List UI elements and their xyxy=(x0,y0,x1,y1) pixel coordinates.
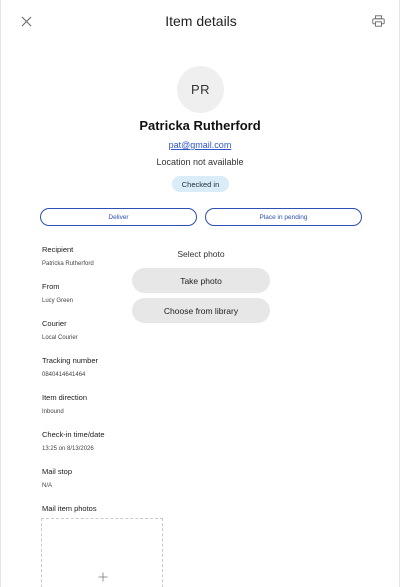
courier-label: Courier xyxy=(42,319,67,328)
select-photo-sheet xyxy=(127,236,275,328)
from-label: From xyxy=(42,282,60,291)
print-button[interactable] xyxy=(369,12,387,30)
select-photo-title: Select photo xyxy=(177,249,225,259)
item-direction-value: Inbound xyxy=(42,409,64,415)
recipient-value: Patricka Rutherford xyxy=(42,261,94,267)
item-direction-label: Item direction xyxy=(42,393,88,402)
mail-stop-value: N/A xyxy=(42,483,53,489)
status-badge: Checked in xyxy=(172,176,229,192)
location-text: Location not available xyxy=(156,157,244,167)
check-in-time-value: 13:25 on 8/13/2026 xyxy=(42,446,94,452)
check-in-time-label: Check-in time/date xyxy=(42,430,105,439)
add-photo-button[interactable] xyxy=(98,572,108,582)
recipient-label: Recipient xyxy=(42,245,74,254)
avatar: PR xyxy=(177,66,224,113)
header xyxy=(1,0,400,42)
choose-from-library-button[interactable]: Choose from library xyxy=(132,298,270,323)
from-value: Lucy Green xyxy=(42,298,74,304)
mail-item-photos-label: Mail item photos xyxy=(42,504,97,513)
tracking-number-value: 0840414641464 xyxy=(42,372,86,378)
deliver-button[interactable]: Deliver xyxy=(40,208,197,226)
mail-stop-label: Mail stop xyxy=(42,467,73,476)
page-title: Item details xyxy=(165,13,237,29)
email-link[interactable]: pat@gmail.com xyxy=(168,140,232,150)
place-in-pending-button[interactable]: Place in pending xyxy=(205,208,362,226)
plus-icon xyxy=(98,572,108,582)
tracking-number-label: Tracking number xyxy=(42,356,98,365)
courier-value: Local Courier xyxy=(42,335,78,341)
printer-icon xyxy=(372,15,385,27)
recipient-name: Patricka Rutherford xyxy=(139,118,261,133)
take-photo-button[interactable]: Take photo xyxy=(132,268,270,293)
